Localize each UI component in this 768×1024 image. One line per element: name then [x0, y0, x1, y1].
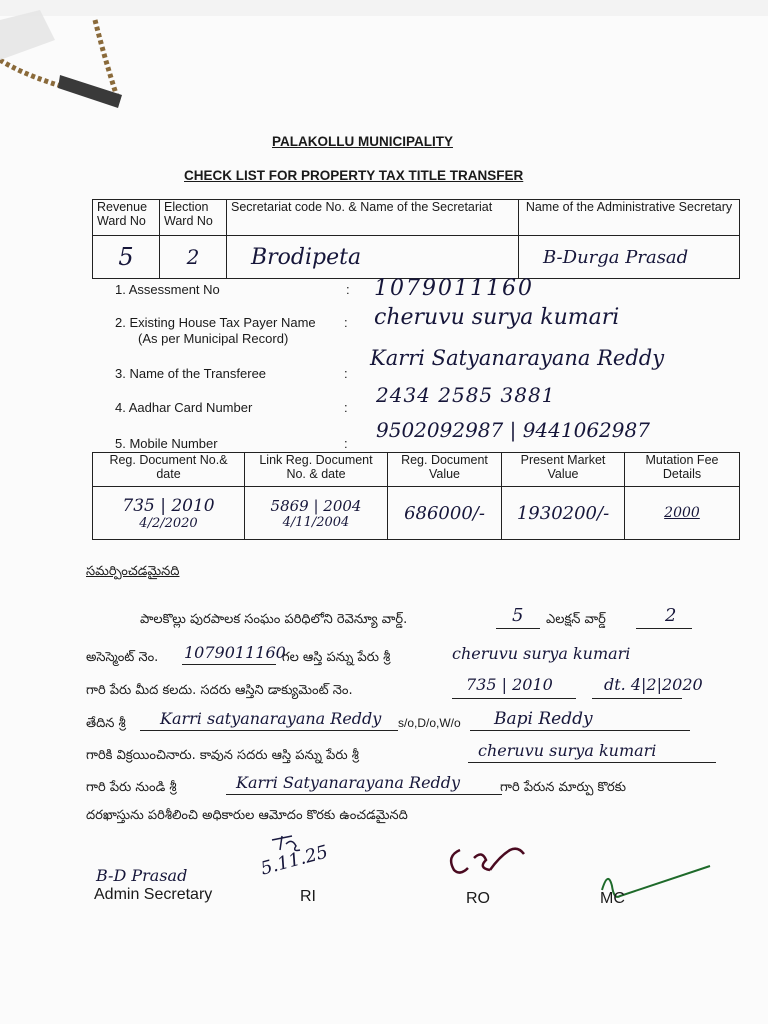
reg-doc-value: 686000/- [388, 487, 502, 540]
ro-label: RO [466, 890, 490, 907]
election-ward-header: Election Ward No [160, 200, 227, 236]
tax-name-label: గల ఆస్తి పన్ను పేరు శ్రీ [282, 650, 391, 665]
election-ward-fill: 2 [665, 605, 677, 626]
revenue-ward-header: Revenue Ward No [93, 200, 160, 236]
secretariat-header: Secretariat code No. & Name of the Secretariat [227, 200, 519, 236]
checklist-title: CHECK LIST FOR PROPERTY TAX TITLE TRANSFER [184, 168, 524, 183]
para-line5-text: గారికి విక్రయించినారు. కావున సదరు ఆస్తి పన్ను పేరు శ్రీ [86, 748, 359, 763]
existing-name-fill: cheruvu surya kumari [452, 644, 631, 663]
ward-table [92, 199, 740, 279]
transferee-label: 3. Name of the Transferee [115, 366, 267, 381]
para-line4-text: తేదిన శ్రీ [86, 716, 126, 731]
mc-label: MC [600, 890, 625, 907]
market-value: 1930200/- [502, 487, 625, 540]
assessment-fill: 1079011160 [184, 643, 286, 662]
aadhar-value: 2434 2585 3881 [376, 383, 556, 407]
transferee-value: Karri Satyanarayana Reddy [370, 346, 665, 370]
mutation-fee-header: Mutation Fee Details [625, 453, 740, 487]
doc-no-fill: 735 | 2010 [466, 675, 553, 694]
ri-label: RI [300, 888, 316, 905]
link-doc-date: 4/11/2004 [282, 514, 350, 530]
revenue-ward-fill: 5 [512, 605, 524, 626]
father-name-fill: Bapi Reddy [494, 709, 593, 729]
link-doc-header: Link Reg. Document No. & date [245, 453, 388, 487]
reg-doc-header: Reg. Document No.& date [93, 453, 245, 487]
link-doc-no: 5869 | 2004 [270, 496, 362, 515]
admin-secretary-value: B-Durga Prasad [519, 236, 740, 279]
admin-secretary-header: Name of the Administrative Secretary [519, 200, 740, 236]
existing-payer-value: cheruvu surya kumari [374, 305, 620, 330]
election-ward-label: ఎలక్షన్ వార్డ్ [546, 612, 606, 627]
para-line7-text: దరఖాస్తును పరిశీలించి అధికారుల ఆమోదం కొరకు ఉంచడమైనది [86, 808, 408, 823]
election-ward-value: 2 [160, 236, 227, 279]
doc-date-fill: dt. 4|2|2020 [604, 675, 703, 694]
revenue-ward-value: 5 [93, 236, 160, 279]
para-line2-text: అసెస్మెంట్ నెం. [86, 650, 159, 665]
existing-payer-sublabel: (As per Municipal Record) [138, 331, 289, 346]
market-value-header: Present Market Value [502, 453, 625, 487]
ri-date-note: 5.11.25 [258, 841, 331, 880]
municipality-title: PALAKOLLU MUNICIPALITY [272, 134, 453, 149]
admin-secretary-label: Admin Secretary [94, 886, 213, 903]
submitted-heading: సమర్పించడమైనది [86, 564, 180, 579]
existing-payer-label: 2. Existing House Tax Payer Name [115, 315, 316, 330]
para-line1-text: పాలకొల్లు పురపాలక సంఘం పరిధిలోని రెవెన్యూ వార్డ్. [140, 612, 408, 627]
existing-name-fill-2: cheruvu surya kumari [478, 741, 657, 760]
reg-doc-date: 4/2/2020 [139, 515, 198, 531]
aadhar-label: 4. Aadhar Card Number [115, 400, 253, 415]
secretariat-name-value: Brodipeta [227, 236, 519, 279]
binding-cord [0, 0, 140, 120]
ro-signature [440, 840, 550, 890]
mobile-label: 5. Mobile Number [115, 436, 218, 451]
transferee-fill-2: Karri Satyanarayana Reddy [236, 773, 461, 792]
reg-value-header: Reg. Document Value [388, 453, 502, 487]
mobile-value: 9502092987 | 9441062987 [376, 418, 650, 442]
relation-label: s/o,D/o,W/o [398, 716, 461, 730]
registration-table [92, 452, 740, 540]
assessment-value: 1079011160 [374, 276, 534, 301]
transferee-fill: Karri satyanarayana Reddy [160, 709, 382, 728]
reg-doc-no: 735 | 2010 [122, 495, 215, 516]
para-line6-end: గారి పేరున మార్పు కొరకు [500, 780, 627, 795]
admin-signature: B-D Prasad [96, 866, 188, 885]
mutation-fee-value: 2000 [625, 487, 740, 540]
para-line3-text: గారి పేరు మీద కలదు. సదరు ఆస్తిని డాక్యుమెంట్ నెం. [86, 683, 353, 698]
para-line6-text: గారి పేరు నుండి శ్రీ [86, 780, 177, 795]
assessment-label: 1. Assessment No [115, 282, 220, 297]
